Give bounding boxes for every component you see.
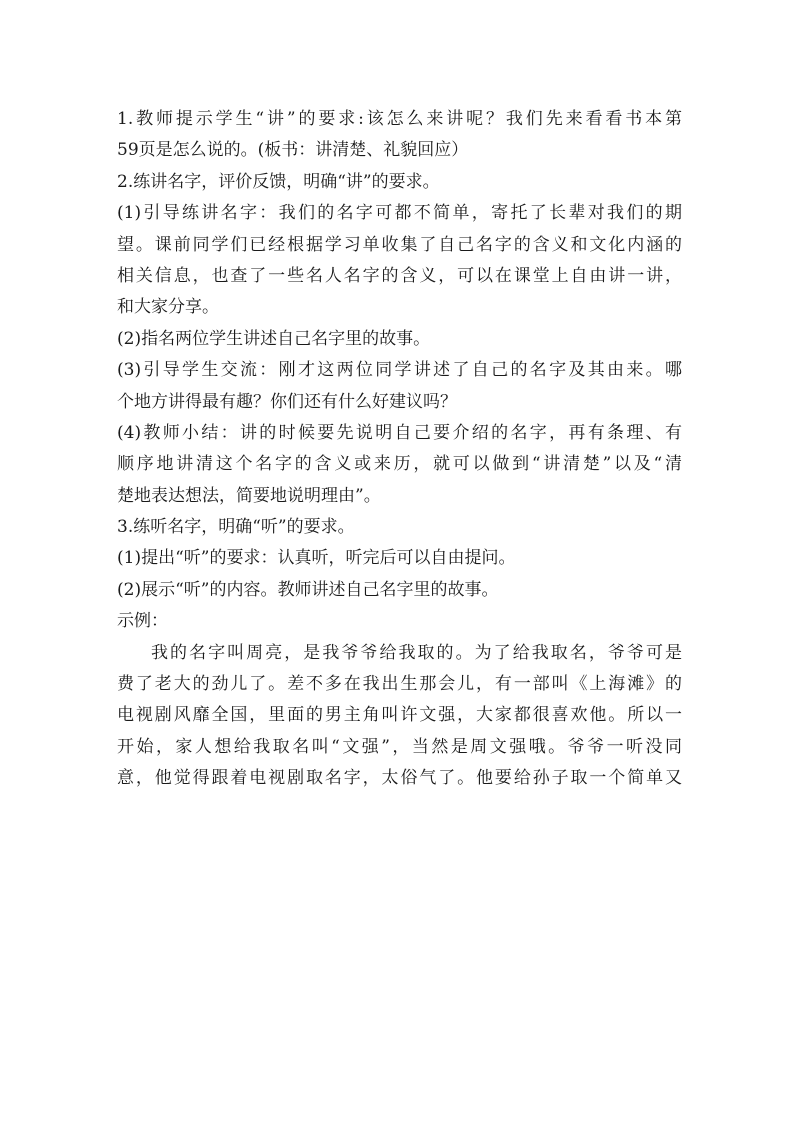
text-line: 电视剧风靡全国，里面的男主角叫许文强，大家都很喜欢他。所以一 [117, 705, 682, 726]
text-line: 我的名字叫周亮，是我爷爷给我取的。为了给我取名，爷爷可是 [151, 642, 682, 663]
text-line: 示例： [117, 611, 168, 632]
text-line: 意，他觉得跟着电视剧取名字，太俗气了。他要给孙子取一个简单又 [117, 768, 682, 789]
text-line: (1)提出“听”的要求：认真听，听完后可以自由提问。 [117, 548, 516, 569]
text-line: 开始，家人想给我取名叫“文强”，当然是周文强哦。爷爷一听没同 [117, 736, 682, 757]
text-line: 望。课前同学们已经根据学习单收集了自己名字的含义和文化内涵的 [117, 234, 682, 255]
text-line: 59页是怎么说的。(板书：讲清楚、礼貌回应） [117, 140, 469, 161]
text-line: 顺序地讲清这个名字的含义或来历，就可以做到“讲清楚”以及“清 [117, 454, 682, 475]
text-line: (4)教师小结：讲的时候要先说明自己要介绍的名字，再有条理、有 [117, 422, 682, 443]
text-line: 1.教师提示学生“讲”的要求:该怎么来讲呢？我们先来看看书本第 [117, 109, 682, 129]
text-line: (2)展示“听”的内容。教师讲述自己名字里的故事。 [117, 579, 499, 600]
text-line: 相关信息，也查了一些名人名字的含义，可以在课堂上自由讲一讲， [117, 265, 682, 286]
text-line: 2.练讲名字，评价反馈，明确“讲”的要求。 [117, 171, 440, 192]
text-line: 楚地表达想法，简要地说明理由”。 [117, 485, 381, 506]
document-body [117, 104, 682, 795]
text-line: (3)引导学生交流：刚才这两位同学讲述了自己的名字及其由来。哪 [117, 360, 682, 381]
text-line: 3.练听名字，明确“听”的要求。 [117, 517, 355, 538]
text-line: 个地方讲得最有趣？你们还有什么好建议吗？ [117, 391, 457, 412]
text-line: 费了老大的劲儿了。差不多在我出生那会儿，有一部叫《上海滩》的 [117, 674, 682, 695]
text-line: (1)引导练讲名字：我们的名字可都不简单，寄托了长辈对我们的期 [117, 203, 682, 224]
text-line: 和大家分享。 [117, 297, 219, 318]
text-line: (2)指名两位学生讲述自己名字里的故事。 [117, 328, 431, 349]
